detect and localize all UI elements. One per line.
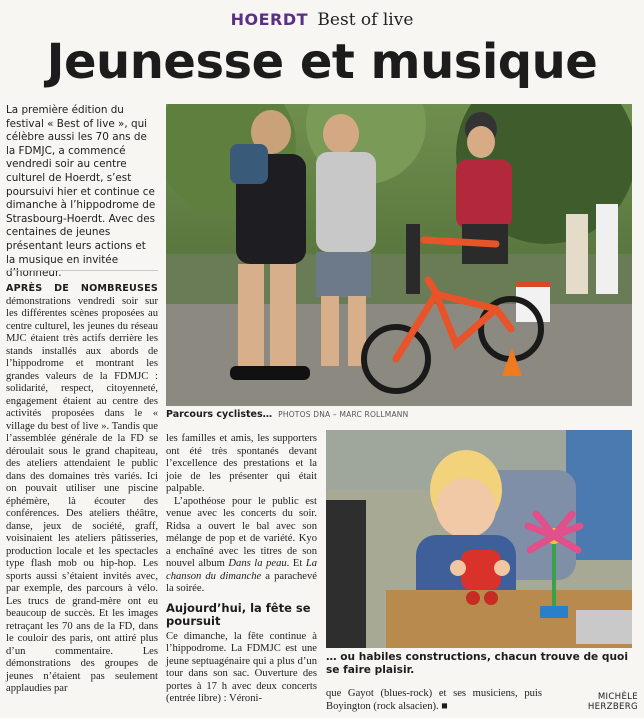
body-paragraph-5: que Gayot (blues-rock) et ses musiciens, puis Boyington (rock alsacien). <box>326 688 542 712</box>
section-label: Best of live <box>317 10 414 30</box>
body-paragraph-1: démonstrations vendredi soir sur les différentes scènes proposées au centre culturel, les jeunes du réseau MJC étaient très actifs derrière les stands installés aux abords de l’hippodrome et montrant les grandes valeurs de la FDMJC : solidarité, respect, citoyenneté, engagement étaient au centre des activités proposées dans le « village du best of live ». Tandis que l’assemblée générale de la FD se déroulait sous le grand chapiteau, des ateliers attendaient le public dans des domaines très variés. Ici on pouvait utiliser une piscine éphémère, là écouter des conférences. Des ateliers théâtre, danse, jeux de société, graff, voisinaient les ateliers pâtisseries, production locale et les spectacles type flash mob ou hip-hop. Les sports aussi s’étaient invités avec, par exemple, des parcours à vélo. Les trucs de grand-mère ont eu beaucoup de succès. Et les images retraçant les 70 ans de la FD, dans le couloir des paris, ont attiré plus d’un commentaire. Les démonstrations des groupes de jeunes n’étaient pas seulement applaudies par <box>6 295 158 694</box>
photo-cyclists <box>166 104 632 406</box>
caption-text: Parcours cyclistes… <box>166 409 273 420</box>
photo-construction <box>326 430 632 648</box>
divider <box>6 270 158 271</box>
body-paragraph-4: Ce dimanche, la fête continue à l’hippodrome. La FDMJC est une jeune septuagénaire qui a plus d’un tour dans son sac. Ouverture des portes à 17 h avec deux concerts (entrée libre) : Véroni- <box>166 630 317 704</box>
lede-paragraph: La première édition du festival « Best of live », qui célèbre aussi les 70 ans de la FDMJC, a commencé vendredi soir au centre culturel de Hoerdt, s’est poursuivi hier et continue ce dimanche à l’hippodrome de Strasbourg-Hoerdt. Avec des centaines de jeunes présentant leurs actions et la musique en invitée d’honneur. <box>6 104 156 280</box>
photo-construction-caption: … ou habiles constructions, chacun trouve de quoi se faire plaisir. <box>326 651 628 676</box>
body-column-2 <box>166 433 317 706</box>
author-signature: MICHÈLE HERZBERG <box>587 692 638 712</box>
photo-credit: PHOTOS DNA – MARC ROLLMANN <box>278 410 409 419</box>
song-title: La chanson du dimanche <box>166 558 318 582</box>
body-column-1 <box>6 283 158 696</box>
album-title: Dans la peau <box>228 558 287 569</box>
lead-in: APRÈS DE NOMBREUSES <box>6 283 158 294</box>
headline: Jeunesse et musique <box>46 34 598 90</box>
body-paragraph-2: les familles et amis, les supporters ont été très spontanés devant l’excellence des prestations et la joie de les présenter qui était palpable. <box>166 433 317 494</box>
photo-construction-illustration <box>326 430 632 648</box>
end-mark: ■ <box>441 700 448 712</box>
section-kicker <box>0 10 644 30</box>
location-label: HOERDT <box>230 10 309 29</box>
subheading: Aujourd’hui, la fête se poursuit <box>166 600 311 628</box>
body-column-3 <box>326 688 542 713</box>
photo-cyclists-caption <box>166 409 632 420</box>
body-paragraph-3: L’apothéose pour le public est venue avec les concerts du soir. Ridsa a ouvert le bal avec son mélange de pop et de variété. Kyo a enchaîné avec les titres de son nouvel album Dans la peau. Et La chanson du dimanche a parachevé la soirée. <box>166 495 318 594</box>
photo-cyclists-illustration <box>166 104 632 406</box>
